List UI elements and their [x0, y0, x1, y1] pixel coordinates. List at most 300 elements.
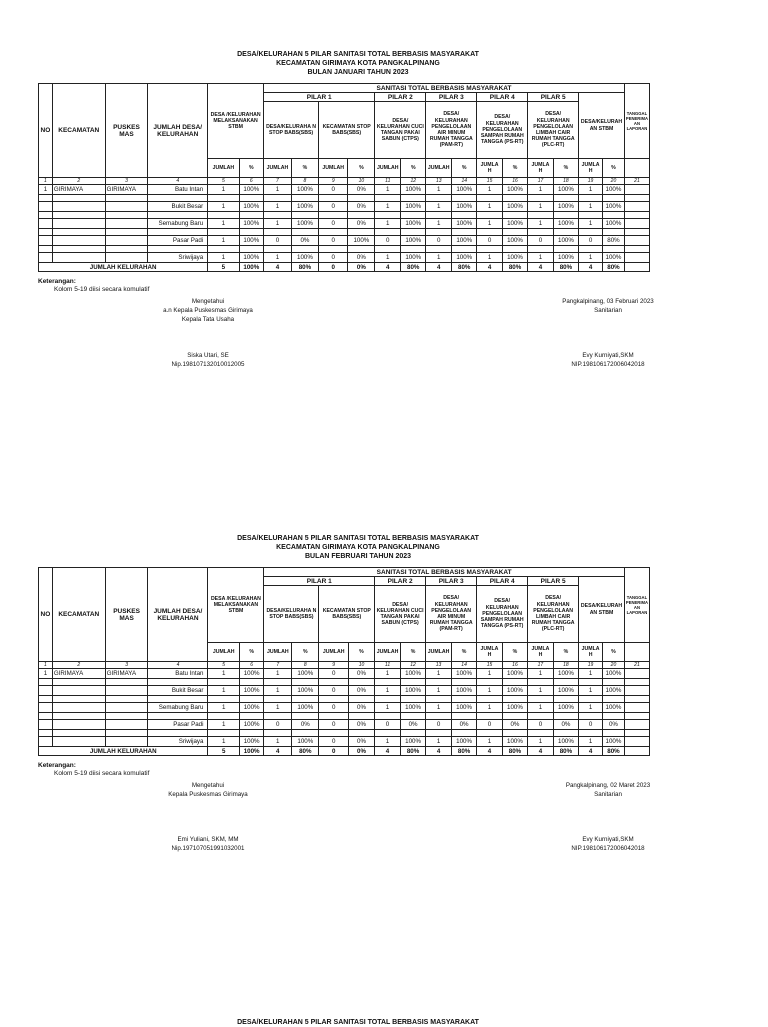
cell-kelurahan: Sriwijaya — [148, 737, 208, 747]
total-value: 80% — [452, 263, 477, 272]
signature-right-line — [518, 342, 698, 351]
signature-right-line — [518, 826, 698, 835]
signature-right-line: Sanitarian — [594, 307, 622, 314]
signature-left-line: Nip.198107132010012005 — [171, 361, 245, 368]
spacer-cell — [603, 246, 625, 253]
spacer-cell — [426, 195, 452, 202]
cell-value: 0% — [348, 202, 375, 212]
table-row — [39, 185, 650, 195]
spacer-cell — [426, 713, 452, 720]
subheader-jumlah: JUMLAH — [264, 159, 292, 178]
stbm-table — [38, 567, 650, 756]
cell-value: 80% — [603, 236, 625, 246]
report-section-1 — [38, 50, 654, 383]
cell-value: 1 — [264, 703, 292, 713]
spacer-cell — [291, 246, 318, 253]
spacer-cell — [400, 713, 425, 720]
cell-value: 100% — [603, 737, 625, 747]
cell-value: 1 — [208, 253, 239, 263]
spacer-cell — [477, 229, 503, 236]
signature-left-line: Emi Yuliani, SKM, MM — [177, 836, 239, 843]
spacer-cell — [579, 730, 603, 737]
column-number: 11 — [375, 662, 401, 669]
spacer-cell — [375, 679, 401, 686]
title-line-1: DESA/KELURAHAN 5 PILAR SANITASI TOTAL BERBASIS MASYARAKAT — [237, 51, 479, 58]
spacer-cell — [579, 679, 603, 686]
pilar-2-desc-header: DESA/ KELURAHAN CUCI TANGAN PAKAI SABUN (CTPS) — [375, 586, 426, 643]
column-number: 15 — [477, 662, 503, 669]
cell-kelurahan: Pasar Padi — [148, 236, 208, 246]
column-number: 1 — [39, 178, 53, 185]
cell-value: 1 — [426, 219, 452, 229]
cell-value: 100% — [239, 669, 264, 679]
cell-tanggal — [624, 202, 649, 212]
cell-value: 100% — [239, 236, 263, 246]
cell-value: 1 — [375, 737, 401, 747]
cell-value: 1 — [375, 185, 401, 195]
cell-value: 0% — [348, 686, 374, 696]
subheader-percent: % — [348, 643, 374, 662]
cell-value: 100% — [553, 236, 578, 246]
total-label: JUMLAH KELURAHAN — [39, 747, 208, 756]
spacer-cell — [426, 212, 452, 219]
spacer-cell — [375, 195, 401, 202]
pilar-4-header: PILAR 4 — [477, 577, 528, 586]
spacer-cell — [208, 679, 239, 686]
cell-value: 0% — [291, 236, 318, 246]
col-melaksanakan-header: DESA /KELURAHAN MELAKSANAKAN STBM — [208, 84, 264, 159]
spacer-cell — [239, 195, 263, 202]
column-number: 10 — [348, 662, 374, 669]
cell-value: 0 — [579, 236, 603, 246]
cell-value: 1 — [579, 253, 603, 263]
spacer-cell — [105, 679, 148, 686]
spacer-cell — [452, 246, 477, 253]
pilar-1-header: PILAR 1 — [264, 577, 375, 586]
cell-value: 1 — [528, 686, 554, 696]
cell-value: 100% — [502, 669, 527, 679]
spacer-cell — [375, 730, 401, 737]
cell-puskesmas — [105, 236, 148, 246]
cell-value: 100% — [603, 219, 625, 229]
total-value: 0 — [319, 747, 348, 756]
spacer-cell — [52, 195, 105, 202]
spacer-cell — [39, 229, 53, 236]
spacer-cell — [528, 195, 554, 202]
spacer-cell — [400, 696, 425, 703]
table-row — [39, 236, 650, 246]
total-value: 80% — [603, 263, 625, 272]
spacer-cell — [426, 696, 452, 703]
spacer-cell — [502, 246, 527, 253]
cell-value: 1 — [264, 669, 292, 679]
cell-value: 100% — [451, 669, 476, 679]
cell-value: 1 — [264, 737, 292, 747]
spacer-cell — [553, 246, 578, 253]
spacer-cell — [105, 713, 148, 720]
spacer-cell — [39, 246, 53, 253]
cell-value: 100% — [452, 185, 477, 195]
spacer-cell — [52, 212, 105, 219]
column-number: 9 — [319, 662, 348, 669]
signature-left-line: Mengetahui — [191, 782, 225, 789]
col-no-header: NO — [39, 84, 53, 178]
cell-value: 0 — [528, 236, 554, 246]
total-value: 4 — [528, 263, 554, 272]
spacer-cell — [292, 730, 319, 737]
signature-left-line: Kepala Puskesmas Girimaya — [168, 791, 248, 798]
total-value: 80% — [502, 747, 527, 756]
cell-value: 0 — [319, 253, 348, 263]
cell-value: 1 — [477, 669, 503, 679]
spacer-cell — [528, 730, 554, 737]
spacer-row — [39, 696, 650, 703]
cell-value: 100% — [400, 703, 425, 713]
col-jumlah-desa-header: JUMLAH DESA/ KELURAHAN — [148, 568, 208, 662]
spacer-cell — [239, 713, 264, 720]
spacer-row — [39, 195, 650, 202]
signature-right-line: NIP.198106172006042018 — [571, 361, 645, 368]
spacer-cell — [348, 679, 374, 686]
cell-value: 0% — [502, 720, 527, 730]
table-row — [39, 703, 650, 713]
total-value: 4 — [426, 263, 452, 272]
cell-value: 100% — [400, 737, 425, 747]
spacer-cell — [319, 730, 348, 737]
cell-tanggal — [624, 703, 649, 713]
cell-tanggal — [624, 669, 649, 679]
cell-kecamatan: GIRIMAYA — [52, 185, 105, 195]
signature-left — [108, 297, 308, 369]
spacer-cell — [451, 696, 476, 703]
spacer-cell — [477, 679, 503, 686]
spacer-cell — [553, 696, 578, 703]
cell-value: 0 — [319, 236, 348, 246]
subheader-percent: % — [239, 159, 263, 178]
cell-puskesmas: GIRIMAYA — [105, 185, 148, 195]
spacer-cell — [528, 696, 554, 703]
sanitasi-header: SANITASI TOTAL BERBASIS MASYARAKAT — [264, 568, 625, 577]
cell-value: 0 — [319, 737, 348, 747]
spacer-cell — [208, 730, 239, 737]
cell-tanggal — [624, 720, 649, 730]
spacer-cell — [477, 212, 503, 219]
cell-value: 100% — [502, 219, 527, 229]
cell-no — [39, 720, 53, 730]
total-value: 0 — [319, 263, 348, 272]
cell-value: 100% — [239, 720, 264, 730]
subheader-jumlah: JUMLAH — [208, 643, 239, 662]
signature-left-line — [108, 342, 308, 351]
table-row — [39, 219, 650, 229]
spacer-cell — [401, 246, 426, 253]
spacer-cell — [401, 195, 426, 202]
cell-value: 0% — [451, 720, 476, 730]
spacer-cell — [319, 212, 348, 219]
total-value: 4 — [477, 263, 503, 272]
cell-value: 100% — [400, 669, 425, 679]
spacer-cell — [502, 713, 527, 720]
total-label: JUMLAH KELURAHAN — [39, 263, 208, 272]
signature-left-line: a.n Kepala Puskesmas Girimaya — [163, 307, 253, 314]
keterangan-label: Keterangan: — [38, 762, 76, 769]
cell-value: 100% — [401, 202, 426, 212]
pilar-3-header: PILAR 3 — [426, 93, 477, 102]
subheader-jumlah: JUMLA H — [579, 159, 603, 178]
cell-value: 0 — [319, 202, 348, 212]
spacer-cell — [528, 246, 554, 253]
pilar-4-desc-header: DESA/ KELURAHAN PENGELOLAAN SAMPAH RUMAH TANGGA (PS-RT) — [477, 102, 528, 159]
total-row — [39, 747, 650, 756]
spacer-cell — [477, 195, 503, 202]
stbm-table — [38, 83, 650, 272]
cell-tanggal — [624, 185, 649, 195]
spacer-cell — [348, 229, 375, 236]
cell-value: 0 — [264, 236, 292, 246]
spacer-cell — [502, 195, 527, 202]
spacer-cell — [148, 246, 208, 253]
cell-value: 100% — [553, 669, 578, 679]
spacer-cell — [375, 229, 401, 236]
spacer-cell — [208, 212, 239, 219]
col-kecamatan-header: KECAMATAN — [52, 568, 105, 662]
spacer-cell — [148, 679, 208, 686]
spacer-cell — [52, 730, 105, 737]
cell-value: 1 — [208, 185, 239, 195]
col-tanggal-header: TANGGAL PENERIMA AN LAPORAN — [624, 84, 649, 159]
spacer-cell — [477, 730, 503, 737]
cell-value: 0% — [348, 737, 374, 747]
cell-value: 0 — [319, 720, 348, 730]
subheader-jumlah: JUMLA H — [477, 159, 503, 178]
subheader-jumlah: JUMLAH — [375, 643, 401, 662]
signature-left-line: Nip.197107051991032001 — [171, 845, 245, 852]
spacer-cell — [603, 730, 625, 737]
signature-right-line — [518, 333, 698, 342]
spacer-cell — [148, 229, 208, 236]
signature-right-line: NIP.198106172006042018 — [571, 845, 645, 852]
column-number: 5 — [208, 662, 239, 669]
cell-value: 0 — [528, 720, 554, 730]
keterangan — [38, 278, 650, 293]
pilar-3-header: PILAR 3 — [426, 577, 477, 586]
spacer-cell — [553, 229, 578, 236]
spacer-cell — [239, 696, 264, 703]
cell-value: 1 — [579, 202, 603, 212]
total-value: 80% — [553, 263, 578, 272]
total-value: 80% — [292, 747, 319, 756]
spacer-cell — [451, 730, 476, 737]
cell-value: 1 — [264, 202, 292, 212]
spacer-cell — [451, 713, 476, 720]
cell-value: 1 — [208, 202, 239, 212]
cell-value: 1 — [579, 669, 603, 679]
spacer-cell — [52, 713, 105, 720]
cell-tanggal — [624, 737, 649, 747]
cell-no — [39, 236, 53, 246]
spacer-row — [39, 730, 650, 737]
cell-kelurahan: Bukit Besar — [148, 686, 208, 696]
pilar-1-header: PILAR 1 — [264, 93, 375, 102]
cell-value: 100% — [239, 253, 263, 263]
subheader-percent: % — [451, 643, 476, 662]
cell-value: 0% — [400, 720, 425, 730]
spacer-cell — [624, 679, 649, 686]
column-number: 18 — [553, 662, 578, 669]
cell-no: 1 — [39, 669, 53, 679]
cell-value: 100% — [292, 737, 319, 747]
total-value: 80% — [400, 747, 425, 756]
cell-value: 1 — [477, 737, 503, 747]
subheader-percent: % — [401, 159, 426, 178]
cell-value: 100% — [502, 185, 527, 195]
cell-tanggal — [624, 253, 649, 263]
signature-left — [108, 781, 308, 853]
total-value: 80% — [451, 747, 476, 756]
total-value: 80% — [291, 263, 318, 272]
spacer-cell — [319, 713, 348, 720]
cell-value: 100% — [502, 253, 527, 263]
spacer-cell — [264, 212, 292, 219]
cell-puskesmas — [105, 253, 148, 263]
cell-value: 1 — [477, 185, 503, 195]
column-number: 9 — [319, 178, 348, 185]
cell-value: 0 — [319, 219, 348, 229]
signature-left-line — [108, 324, 308, 333]
total-value: 4 — [375, 747, 401, 756]
cell-value: 1 — [264, 253, 292, 263]
spacer-cell — [401, 229, 426, 236]
cell-value: 100% — [452, 253, 477, 263]
total-value: 4 — [528, 747, 554, 756]
cell-value: 100% — [502, 737, 527, 747]
spacer-cell — [319, 696, 348, 703]
column-number: 8 — [292, 662, 319, 669]
cell-value: 1 — [426, 669, 452, 679]
spacer-cell — [239, 246, 263, 253]
signature-right-line — [518, 799, 698, 808]
spacer-cell — [603, 229, 625, 236]
pilar-3-desc-header: DESA/ KELURAHAN PENGELOLAAN AIR MINUM RUMAH TANGGA (PAM-RT) — [426, 102, 477, 159]
spacer-cell — [148, 713, 208, 720]
cell-value: 100% — [603, 185, 625, 195]
cell-value: 0 — [319, 669, 348, 679]
cell-kecamatan: GIRIMAYA — [52, 669, 105, 679]
spacer-cell — [264, 195, 292, 202]
cell-value: 100% — [401, 185, 426, 195]
cell-value: 100% — [502, 202, 527, 212]
subheader-percent: % — [502, 643, 527, 662]
subheader-jumlah: JUMLAH — [319, 643, 348, 662]
total-value: 80% — [401, 263, 426, 272]
spacer-cell — [553, 730, 578, 737]
cell-value: 100% — [348, 236, 375, 246]
subheader-jumlah: JUMLAH — [426, 643, 452, 662]
cell-value: 0% — [348, 185, 375, 195]
cell-value: 1 — [579, 737, 603, 747]
spacer-cell — [319, 229, 348, 236]
cell-value: 100% — [291, 219, 318, 229]
spacer-cell — [264, 246, 292, 253]
cell-value: 100% — [553, 202, 578, 212]
signature-right-line: Pangkalpinang, 02 Maret 2023 — [565, 782, 651, 789]
spacer-cell — [603, 713, 625, 720]
pilar-4-desc-header: DESA/ KELURAHAN PENGELOLAAN SAMPAH RUMAH TANGGA (PS-RT) — [477, 586, 528, 643]
cell-value: 0 — [319, 703, 348, 713]
cell-kelurahan: Sriwijaya — [148, 253, 208, 263]
spacer-cell — [603, 696, 625, 703]
column-number: 19 — [579, 662, 603, 669]
pilar-2-desc-header: DESA/ KELURAHAN CUCI TANGAN PAKAI SABUN (CTPS) — [375, 102, 426, 159]
pilar-2-header: PILAR 2 — [375, 93, 426, 102]
cell-value: 1 — [426, 703, 452, 713]
cell-value: 100% — [292, 703, 319, 713]
spacer-cell — [624, 229, 649, 236]
title-line-2: KECAMATAN GIRIMAYA KOTA PANGKALPINANG — [276, 60, 440, 67]
cell-value: 100% — [603, 686, 625, 696]
cell-kecamatan — [52, 219, 105, 229]
column-number: 6 — [239, 662, 264, 669]
total-value: 5 — [208, 263, 239, 272]
signature-left-line: Mengetahui — [191, 298, 225, 305]
cell-value: 1 — [208, 703, 239, 713]
signature-left-line — [108, 333, 308, 342]
cell-value: 100% — [553, 686, 578, 696]
cell-kecamatan — [52, 236, 105, 246]
cell-value: 1 — [375, 202, 401, 212]
subheader-jumlah: JUMLAH — [375, 159, 401, 178]
spacer-cell — [239, 679, 264, 686]
column-number: 20 — [603, 178, 625, 185]
cell-value: 100% — [603, 253, 625, 263]
cell-value: 100% — [553, 185, 578, 195]
col-stbm-header: DESA/KELURAH AN STBM — [579, 577, 625, 643]
spacer-cell — [426, 229, 452, 236]
subheader-percent: % — [239, 643, 264, 662]
signature-right-line — [518, 315, 698, 324]
cell-value: 1 — [375, 703, 401, 713]
spacer-cell — [105, 696, 148, 703]
spacer-cell — [319, 679, 348, 686]
cell-no — [39, 219, 53, 229]
total-value: 100% — [239, 263, 263, 272]
cell-value: 0 — [319, 686, 348, 696]
cell-value: 100% — [291, 202, 318, 212]
spacer-cell — [624, 730, 649, 737]
pilar-4-header: PILAR 4 — [477, 93, 528, 102]
cell-value: 0% — [348, 703, 374, 713]
spacer-cell — [39, 696, 53, 703]
signature-right — [518, 297, 698, 369]
cell-kelurahan: Semabung Baru — [148, 219, 208, 229]
column-number: 3 — [105, 662, 148, 669]
cell-kecamatan — [52, 686, 105, 696]
spacer-cell — [502, 696, 527, 703]
spacer-cell — [39, 730, 53, 737]
spacer-cell — [105, 212, 148, 219]
spacer-cell — [477, 696, 503, 703]
spacer-cell — [319, 195, 348, 202]
spacer-cell — [52, 246, 105, 253]
total-value: 0% — [348, 747, 374, 756]
spacer-cell — [528, 229, 554, 236]
spacer-cell — [553, 679, 578, 686]
column-number: 15 — [477, 178, 503, 185]
column-number: 4 — [148, 178, 208, 185]
signature-left-line — [108, 808, 308, 817]
cell-value: 1 — [477, 686, 503, 696]
spacer-row — [39, 679, 650, 686]
